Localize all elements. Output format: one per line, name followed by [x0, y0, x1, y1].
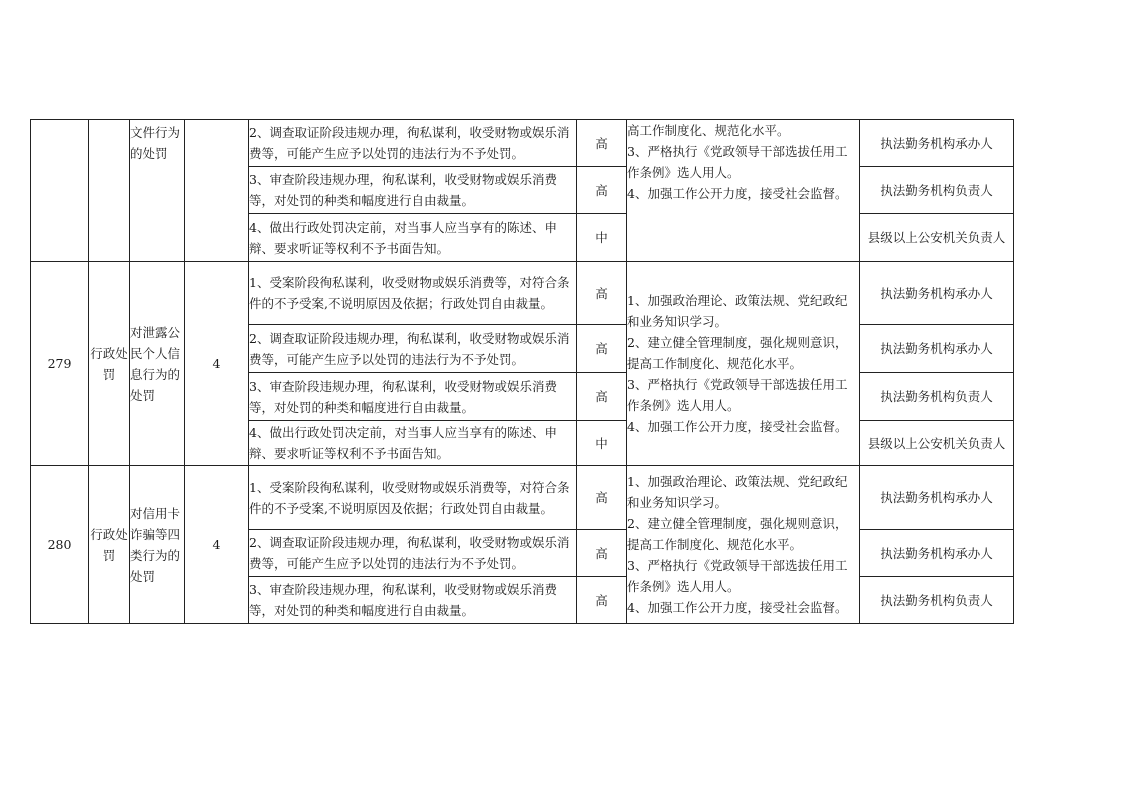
risk-description: 3、审查阶段违规办理，徇私谋利，收受财物或娱乐消费等，对处罚的种类和幅度进行自由裁量。: [249, 373, 577, 421]
risk-count-cell: 4: [185, 466, 249, 624]
responsible-party: 执法勤务机构负责人: [860, 167, 1014, 214]
item-number-cell: 280: [31, 466, 89, 624]
risk-description: 3、审查阶段违规办理，徇私谋利，收受财物或娱乐消费等，对处罚的种类和幅度进行自由裁量。: [249, 577, 577, 624]
risk-level: 高: [577, 325, 627, 373]
responsible-party: 执法勤务机构承办人: [860, 530, 1014, 577]
risk-level: 高: [577, 577, 627, 624]
table-row: [31, 120, 1014, 167]
responsible-party: 执法勤务机构承办人: [860, 120, 1014, 167]
responsible-party: 执法勤务机构承办人: [860, 262, 1014, 325]
risk-description: 4、做出行政处罚决定前，对当事人应当享有的陈述、申辩、要求听证等权利不予书面告知。: [249, 214, 577, 262]
risk-description: 4、做出行政处罚决定前，对当事人应当享有的陈述、申辩、要求听证等权利不予书面告知。: [249, 421, 577, 466]
risk-description: 1、受案阶段徇私谋利，收受财物或娱乐消费等，对符合条件的不予受案,不说明原因及依据；行政处罚自由裁量。: [249, 262, 577, 325]
risk-level: 中: [577, 214, 627, 262]
risk-description: 2、调查取证阶段违规办理，徇私谋利，收受财物或娱乐消费等，可能产生应予以处罚的违法行为不予处罚。: [249, 120, 577, 167]
risk-description: 2、调查取证阶段违规办理，徇私谋利，收受财物或娱乐消费等，可能产生应予以处罚的违法行为不予处罚。: [249, 530, 577, 577]
risk-level: 高: [577, 120, 627, 167]
risk-count-cell: 4: [185, 262, 249, 466]
risk-level: 高: [577, 466, 627, 530]
item-number-cell: [31, 120, 89, 262]
prevention-measures: 1、加强政治理论、政策法规、党纪政纪和业务知识学习。 2、建立健全管理制度，强化规则意识，提高工作制度化、规范化水平。 3、严格执行《党政领导干部选拔任用工作条例》选人用人。 4、加强工作公开力度，接受社会监督。: [627, 466, 860, 624]
category-cell: [89, 120, 130, 262]
category-cell: 行政处罚: [89, 262, 130, 466]
table-row: [31, 262, 1014, 325]
prevention-measures: 1、加强政治理论、政策法规、党纪政纪和业务知识学习。 2、建立健全管理制度，强化规则意识，提高工作制度化、规范化水平。 3、严格执行《党政领导干部选拔任用工作条例》选人用人。 4、加强工作公开力度，接受社会监督。: [627, 262, 860, 466]
item-name-cell: 对信用卡诈骗等四类行为的处罚: [130, 466, 185, 624]
item-number-cell: 279: [31, 262, 89, 466]
item-name-cell: 文件行为的处罚: [130, 120, 185, 262]
risk-level: 高: [577, 530, 627, 577]
responsible-party: 县级以上公安机关负责人: [860, 421, 1014, 466]
risk-description: 3、审查阶段违规办理，徇私谋利，收受财物或娱乐消费等，对处罚的种类和幅度进行自由裁量。: [249, 167, 577, 214]
responsible-party: 执法勤务机构负责人: [860, 577, 1014, 624]
responsible-party: 县级以上公安机关负责人: [860, 214, 1014, 262]
risk-level: 中: [577, 421, 627, 466]
risk-table: [30, 119, 1014, 624]
responsible-party: 执法勤务机构承办人: [860, 325, 1014, 373]
table-row: [31, 466, 1014, 530]
category-cell: 行政处罚: [89, 466, 130, 624]
risk-level: 高: [577, 167, 627, 214]
risk-count-cell: [185, 120, 249, 262]
risk-description: 1、受案阶段徇私谋利，收受财物或娱乐消费等，对符合条件的不予受案,不说明原因及依据；行政处罚自由裁量。: [249, 466, 577, 530]
item-name-cell: 对泄露公民个人信息行为的处罚: [130, 262, 185, 466]
responsible-party: 执法勤务机构承办人: [860, 466, 1014, 530]
risk-level: 高: [577, 262, 627, 325]
risk-description: 2、调查取证阶段违规办理，徇私谋利，收受财物或娱乐消费等，可能产生应予以处罚的违法行为不予处罚。: [249, 325, 577, 373]
responsible-party: 执法勤务机构负责人: [860, 373, 1014, 421]
risk-level: 高: [577, 373, 627, 421]
prevention-measures: 高工作制度化、规范化水平。 3、严格执行《党政领导干部选拔任用工作条例》选人用人。 4、加强工作公开力度，接受社会监督。: [627, 120, 860, 262]
